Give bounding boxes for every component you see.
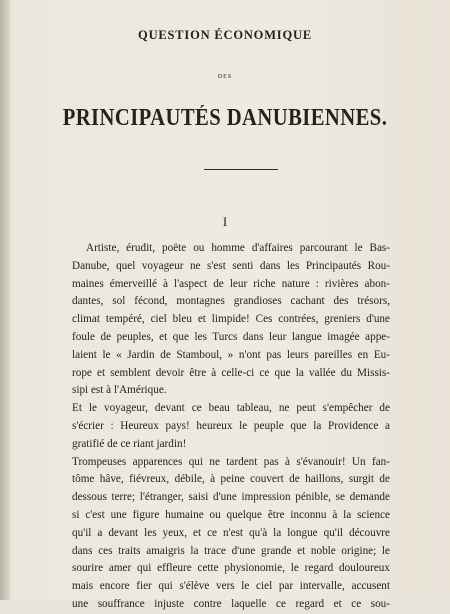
text-line: une souffrance injuste contre laquelle ce regard et ce sou- [72,597,390,610]
main-title: PRINCIPAUTÉS DANUBIENNES. [62,105,388,131]
paragraph-1 [72,240,390,400]
text-line: Et le voyageur, devant ce beau tableau, ne peut s'empêcher de [72,402,390,415]
text-line: maines émerveillé à l'aspect de leur riche nature : rivières abon- [72,277,390,290]
title-line-2: DES [217,74,233,80]
text-line: dans ces traits amaigris la trace d'une grande et noble origine; le [72,544,390,557]
book-gutter [0,0,10,600]
text-line: gratifié de ce riant jardin! [72,437,187,450]
text-line: Trompeuses apparences qui ne tardent pas à s'évanouir! Un fan- [72,455,390,468]
text-line: Artiste, érudit, poëte ou homme d'affaires parcourant le Bas- [86,242,390,254]
text-line: climat tempéré, ciel bleu et limpide! Ces contrées, greniers d'une [72,313,390,326]
text-line: Danube, quel voyageur ne s'est senti dans les Principautés Rou- [72,259,390,272]
text-line: dantes, sol fécond, montagnes grandioses cachant des trésors, [72,295,390,308]
text-line: mais encore fier qui s'élève vers le ciel par intervalle, accusent [72,580,390,593]
text-line: s'écrier : Heureux pays! heureux le peuple que la Providence a [72,419,390,432]
text-line: qu'il a devant les yeux, et ce n'est qu'à la longue qu'il découvre [72,526,390,539]
title-rule [204,169,278,170]
section-number: I [222,214,228,229]
text-line: tôme hâve, fiévreux, débile, à peine couvert de haillons, surgit de [72,473,390,486]
title-line-1: QUESTION ÉCONOMIQUE [138,28,312,42]
body-text [72,240,390,614]
text-line: sourire amer qui effleure cette physionomie, le regard douloureux [72,562,390,575]
text-line: laient le « Jardin de Stamboul, » n'ont pas leurs pareilles en Eu- [72,348,390,361]
paragraph-3 [72,454,390,614]
text-line: dessous terre; l'étranger, saisi d'une impression pénible, se demande [72,491,390,504]
text-line: si c'est une figure humaine ou quelque être inconnu à la science [72,508,390,521]
text-line: rope et semblent devoir être à celle-ci ce que la vallée du Missis- [72,366,390,379]
text-line: foule de peuples, et que les Turcs dans leur langue imagée appe- [72,330,390,343]
paragraph-2 [72,400,390,453]
text-line: sipi est à l'Amérique. [72,384,167,397]
